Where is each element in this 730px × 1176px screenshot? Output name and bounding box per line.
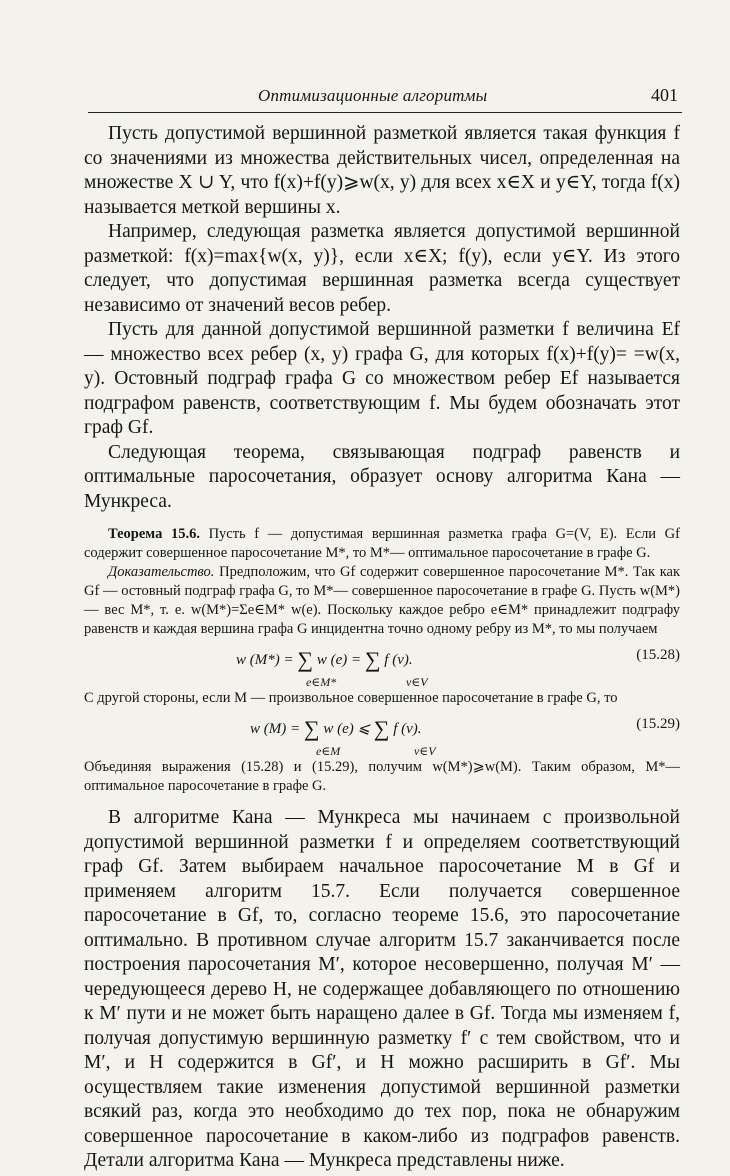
formula-2-number: (15.29) — [636, 716, 680, 732]
formula-1-subscript-1: e∈M* — [306, 675, 337, 689]
intro-section — [84, 122, 680, 514]
formula-2-lhs: w (M) = — [250, 721, 304, 737]
proof — [84, 563, 680, 639]
formula-2-subscript-1: e∈M — [316, 744, 341, 758]
formula-2-sum2: f (v). — [393, 721, 422, 737]
proof-label: Доказательство. — [108, 564, 215, 580]
paragraph-example: Например, следующая разметка является допустимой вершинной разметкой: f(x)=max{w(x, y)}, если x∈X; f(y), если y∈Y. Из этого следует, что допустимая вершинная разметка всегда существует независимо от значений весов ребер. — [84, 221, 680, 316]
formula-2-expression — [250, 716, 422, 742]
page-number: 401 — [651, 85, 678, 105]
formula-1-sum2: f (v). — [384, 652, 413, 668]
formula-2-sum1: w (e) ⩽ — [323, 721, 374, 737]
formula-1-sum1: w (e) = — [316, 652, 365, 668]
paragraph-theorem-intro: Следующая теорема, связывающая подграф равенств и оптимальные паросочетания, образует основу алгоритма Кана — Мункреса. — [84, 441, 680, 512]
sum-symbol: ∑ — [364, 647, 381, 672]
theorem-text: Пусть f — допустимая вершинная разметка графа G=(V, E). Если Gf содержит совершенное паросочетание M*, то M*— оптимальное паросочетание в графе G. — [84, 526, 680, 561]
page-header — [88, 82, 682, 113]
formula-1-subscript-2: v∈V — [406, 675, 428, 689]
paragraph-definition: Пусть допустимой вершинной разметкой является такая функция f со значениями из множества действительных чисел, определенная на множестве X ∪ Y, что f(x)+f(y)⩾w(x, y) для всех x∈X и y∈Y, тогда f(x) называется меткой вершины x. — [84, 123, 680, 218]
sum-symbol: ∑ — [303, 716, 320, 741]
formula-1-expression — [236, 647, 413, 673]
page-body — [84, 122, 680, 1174]
paragraph-equality-subgraph: Пусть для данной допустимой вершинной разметки f величина Ef — множество всех ребер (x, y) графа G, для которых f(x)+f(y)= =w(x, y). Остовный подграф графа G со множеством ребер Ef называется подграфом равенств, соответствующим f. Мы будем обозначать этот граф Gf. — [84, 319, 680, 438]
between-text: С другой стороны, если M — произвольное совершенное паросочетание в графе G, то — [84, 690, 618, 706]
formula-2-subscript-2: v∈V — [414, 744, 436, 758]
sum-symbol: ∑ — [297, 647, 314, 672]
formula-15-28 — [84, 639, 680, 689]
theorem-section — [84, 525, 680, 796]
formula-1-lhs: w (M*) = — [236, 652, 298, 668]
running-title: Оптимизационные алгоритмы — [258, 86, 488, 105]
proof-text: Предположим, что Gf содержит совершенное паросочетание M*. Так как Gf — остовный подграф графа G, то M*— совершенное паросочетание в графе G. Пусть w(M*) — вес M*, т. е. w(M*)=Σe∈M* w(e). Поскольку каждое ребро e∈M* принадлежит подграфу равенств и каждая вершина графа G инцидентна точно одному ребру из M*, то мы получаем — [84, 564, 680, 637]
paragraph-algorithm: В алгоритме Кана — Мункреса мы начинаем с произвольной допустимой вершинной разметки f и определяем соответствующий граф Gf. Затем выбираем начальное паросочетание M в Gf и применяем алгоритм 15.7. Если получается совершенное паросочетание в Gf, то, согласно теореме 15.6, это паросочетание оптимально. В противном случае алгоритм 15.7 заканчивается после построения паросочетания M′, которое несовершенно, получая M′ — чередующееся дерево H, не содержащее добавляющего по отношению к M′ пути и не может быть наращено далее в Gf. Тогда мы изменяем f, получая допустимую вершинную разметку f′ с тем свойством, что и M′, и H содержится в Gf′, и H можно расширить в Gf′. Мы осуществляем такие изменения допустимой вершинной разметки всякий раз, когда это необходимо до тех пор, пока не обнаружим совершенное паросочетание в каком-либо из подграфов равенств. Детали алгоритма Кана — Мункреса представлены ниже. — [84, 807, 680, 1171]
theorem-label: Теорема 15.6. — [108, 526, 200, 542]
theorem — [84, 525, 680, 563]
formula-15-29 — [84, 708, 680, 758]
sum-symbol: ∑ — [373, 716, 390, 741]
formula-1-number: (15.28) — [636, 647, 680, 663]
conclusion: Объединяя выражения (15.28) и (15.29), получим w(M*)⩾w(M). Таким образом, M*— оптимальное паросочетание в графе G. — [84, 759, 680, 794]
algorithm-section — [84, 806, 680, 1174]
